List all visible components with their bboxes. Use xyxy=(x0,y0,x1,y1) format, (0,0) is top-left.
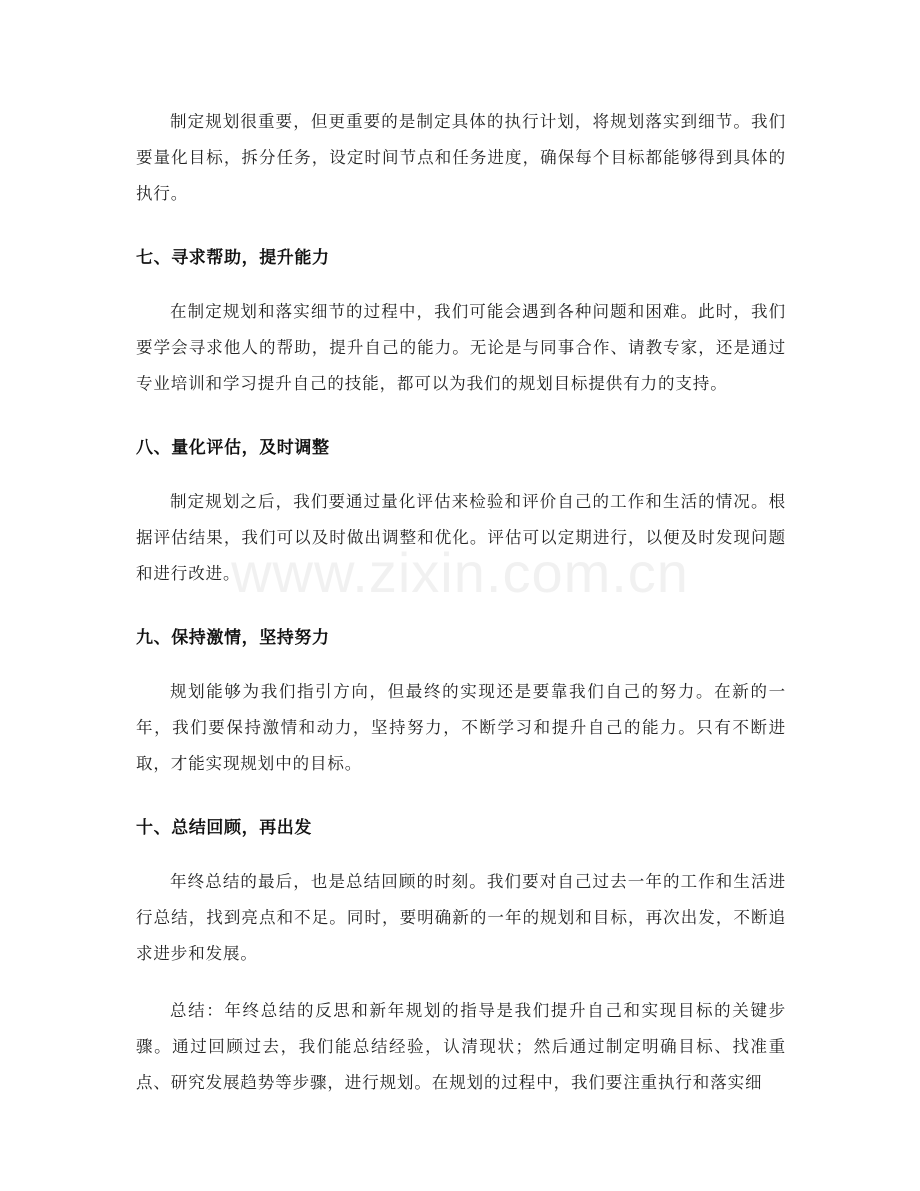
paragraph-review-restart: 年终总结的最后，也是总结回顾的时刻。我们要对自己过去一年的工作和生活进行总结，找到亮点和不足。同时，要明确新的一年的规划和目标，再次出发，不断追求进步和发展。 xyxy=(136,872,786,963)
watermark: www.zixin.com.cn xyxy=(231,541,689,604)
paragraph-execution-plan: 制定规划很重要，但更重要的是制定具体的执行计划，将规划落实到细节。我们要量化目标，拆分任务，设定时间节点和任务进度，确保每个目标都能够得到具体的执行。 xyxy=(136,112,786,203)
paragraph-summary: 总结：年终总结的反思和新年规划的指导是我们提升自己和实现目标的关键步骤。通过回顾过去，我们能总结经验，认清现状；然后通过制定明确目标、找准重点、研究发展趋势等步骤，进行规划。在规划的过程中，我们要注重执行和落实细 xyxy=(136,1001,786,1092)
paragraph-quantify-evaluate: 制定规划之后，我们要通过量化评估来检验和评价自己的工作和生活的情况。根据评估结果，我们可以及时做出调整和优化。评估可以定期进行，以便及时发现问题和进行改进。 xyxy=(136,492,786,583)
paragraph-seek-help: 在制定规划和落实细节的过程中，我们可能会遇到各种问题和困难。此时，我们要学会寻求他人的帮助，提升自己的能力。无论是与同事合作、请教专家，还是通过专业培训和学习提升自己的技能，都可以为我们的规划目标提供有力的支持。 xyxy=(136,302,786,393)
heading-seek-help: 七、寻求帮助，提升能力 xyxy=(136,248,330,268)
heading-review-restart: 十、总结回顾，再出发 xyxy=(136,818,312,838)
document-body xyxy=(136,104,786,1101)
heading-quantify-evaluate: 八、量化评估，及时调整 xyxy=(136,438,330,458)
paragraph-keep-passion: 规划能够为我们指引方向，但最终的实现还是要靠我们自己的努力。在新的一年，我们要保持激情和动力，坚持努力，不断学习和提升自己的能力。只有不断进取，才能实现规划中的目标。 xyxy=(136,682,786,773)
heading-keep-passion: 九、保持激情，坚持努力 xyxy=(136,628,330,648)
